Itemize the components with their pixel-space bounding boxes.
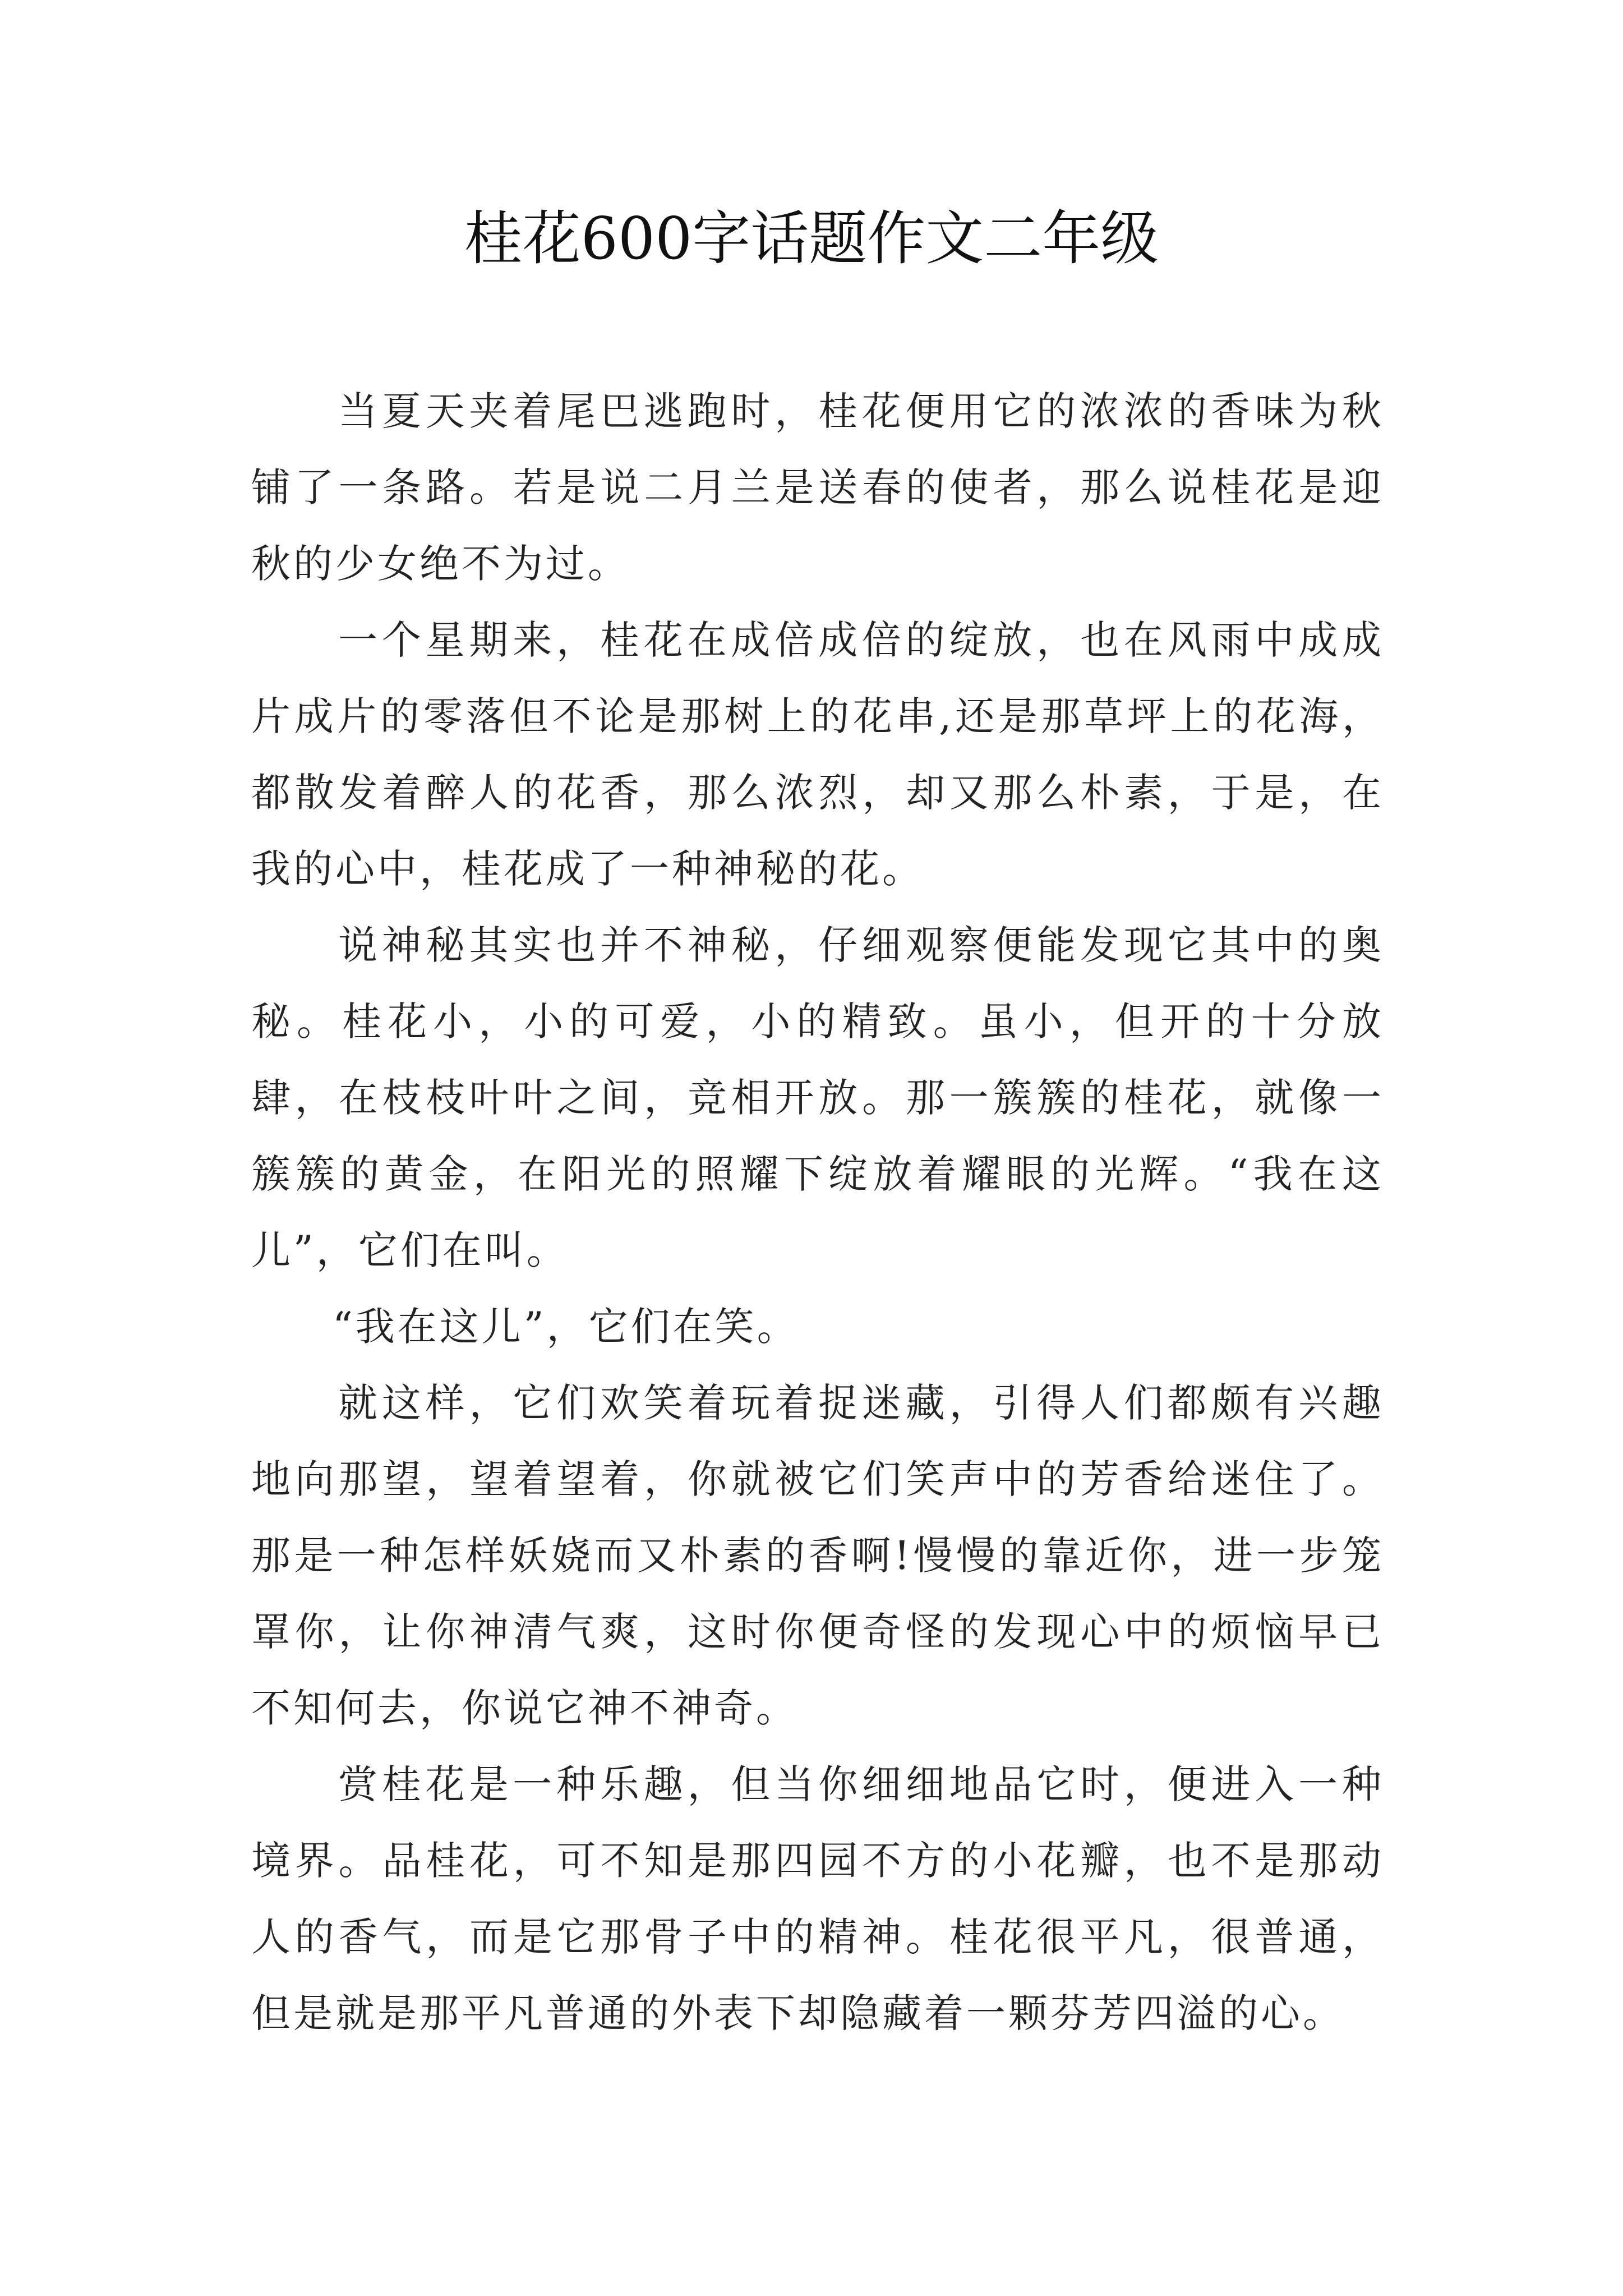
paragraph-3: 说神秘其实也并不神秘，仔细观察便能发现它其中的奥秘。桂花小，小的可爱，小的精致。虽小，但开的十分放肆，在枝枝叶叶之间，竞相开放。那一簇簇的桂花，就像一簇簇的黄金，在阳光的照耀下绽放着耀眼的光辉。“我在这儿”，它们在叫。 [251, 922, 1384, 1273]
document-title: 桂花600字话题作文二年级 [464, 204, 1159, 273]
paragraph-5: 就这样，它们欢笑着玩着捉迷藏，引得人们都颇有兴趣地向那望，望着望着，你就被它们笑声中的芳香给迷住了。那是一种怎样妖娆而又朴素的香啊!慢慢的靠近你，进一步笼罩你，让你神清气爽，这时你便奇怪的发现心中的烦恼早已不知何去，你说它神不神奇。 [251, 1380, 1384, 1731]
document-body [251, 373, 1384, 2051]
paragraph-4: “我在这儿”，它们在笑。 [333, 1304, 799, 1350]
paragraph-6: 赏桂花是一种乐趣，但当你细细地品它时，便进入一种境界。品桂花，可不知是那四园不方的小花瓣，也不是那动人的香气，而是它那骨子中的精神。桂花很平凡，很普通，但是就是那平凡普通的外表下却隐藏着一颗芬芳四溢的心。 [251, 1761, 1384, 2036]
paragraph-1: 当夏天夹着尾巴逃跑时，桂花便用它的浓浓的香味为秋铺了一条路。若是说二月兰是送春的使者，那么说桂花是迎秋的少女绝不为过。 [251, 388, 1384, 587]
paragraph-2: 一个星期来，桂花在成倍成倍的绽放，也在风雨中成成片成片的零落但不论是那树上的花串,还是那草坪上的花海，都散发着醉人的花香，那么浓烈，却又那么朴素，于是，在我的心中，桂花成了一种神秘的花。 [251, 617, 1384, 892]
